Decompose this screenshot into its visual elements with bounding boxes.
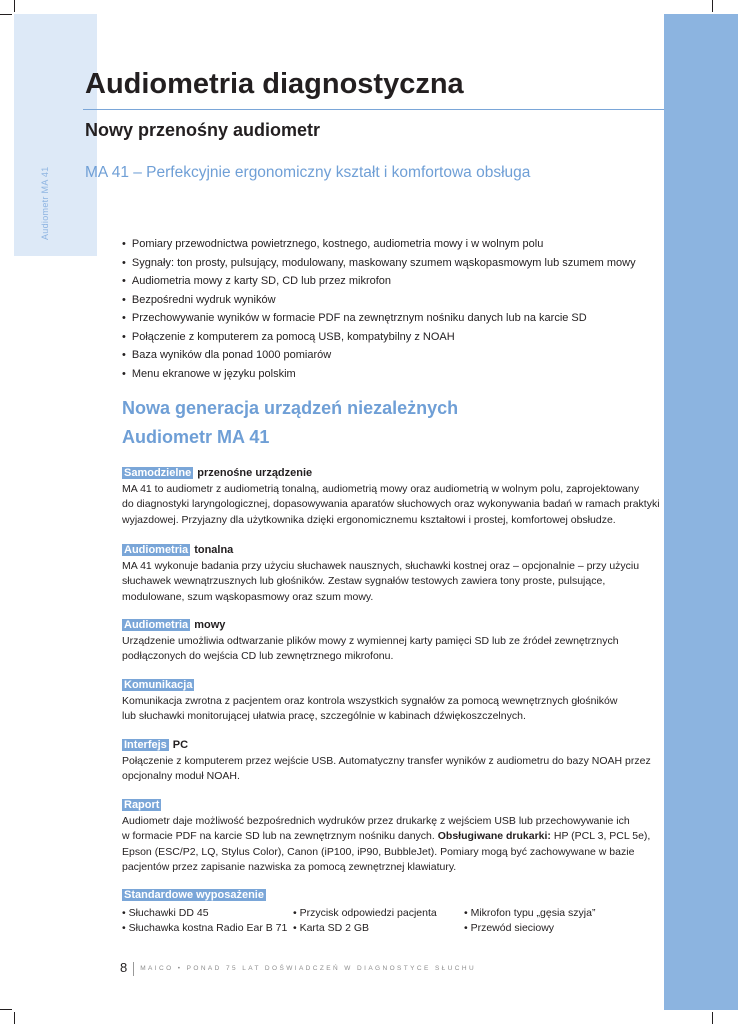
paragraph-line: modulowane, szum wąskopasmowy oraz szum mowy. bbox=[122, 590, 374, 603]
paragraph-line: MA 41 wykonuje badania przy użyciu słuchawek nausznych, słuchawki kostnej oraz – opcjonalnie – przy użyciu bbox=[122, 559, 640, 572]
section-highlight: Samodzielne bbox=[124, 467, 192, 479]
section-highlight: Interfejs bbox=[124, 739, 167, 751]
list-item: • Przycisk odpowiedzi pacjenta bbox=[293, 906, 437, 921]
feature-list bbox=[122, 235, 636, 383]
section-highlight: Audiometria bbox=[124, 544, 189, 556]
right-color-bar bbox=[664, 14, 738, 1010]
list-item: • Przewód sieciowy bbox=[464, 921, 595, 936]
paragraph-line: lub słuchawki monitorującej ułatwia pracę, szczególnie w kabinach dźwiękoszczelnych. bbox=[122, 710, 526, 722]
paragraph-line: w formacie PDF na karcie SD lub na zewnętrznym nośniku danych. bbox=[122, 830, 435, 842]
section-heading-2: Audiometr MA 41 bbox=[122, 427, 270, 447]
paragraph-line: Komunikacja zwrotna z pacjentem oraz kontrola wszystkich sygnałów za pomocą wewnętrznych głośników bbox=[122, 694, 618, 707]
section-samodzielne bbox=[122, 466, 662, 528]
section-interfejs-pc bbox=[122, 738, 662, 785]
list-item: • Połączenie z komputerem za pomocą USB, kompatybilny z NOAH bbox=[122, 328, 636, 347]
list-item: • Karta SD 2 GB bbox=[293, 921, 437, 936]
equipment-col-3 bbox=[464, 906, 595, 936]
footer-brand: MAICO bbox=[140, 965, 174, 973]
list-item: • Przechowywanie wyników w formacie PDF na zewnętrznym nośniku danych lub na karcie SD bbox=[122, 309, 636, 328]
list-item: • Pomiary przewodnictwa powietrznego, kostnego, audiometria mowy i w wolnym polu bbox=[122, 235, 636, 254]
section-title-rest: PC bbox=[172, 739, 189, 751]
section-audiometria-tonalna bbox=[122, 543, 662, 605]
side-label: Audiometr MA 41 bbox=[40, 166, 50, 240]
section-audiometria-mowy bbox=[122, 618, 662, 665]
page-subtitle: Nowy przenośny audiometr bbox=[85, 120, 321, 140]
paragraph-line: Audiometr daje możliwość bezpośrednich wydruków przez drukarkę z wejściem USB lub przechowywanie ich bbox=[122, 814, 630, 827]
printers-label: Obsługiwane drukarki: bbox=[437, 830, 551, 842]
paragraph-line: MA 41 to audiometr z audiometrią tonalną, audiometrią mowy oraz audiometrią w wolnym polu, zaprojektowany bbox=[122, 482, 640, 495]
equipment-col-2 bbox=[293, 906, 437, 936]
paragraph-line: wyjazdowej. Przyjazny dla użytkownika dzięki ergonomicznemu kształtowi i prostej, komfortowej obsłudze. bbox=[122, 513, 616, 526]
page-number: 8 bbox=[120, 960, 128, 975]
section-heading-1: Nowa generacja urządzeń niezależnych bbox=[122, 398, 459, 418]
equipment-heading: Standardowe wyposażenie bbox=[124, 889, 264, 901]
paragraph-line: do diagnostyki laryngologicznej, dopasowywania aparatów słuchowych oraz wykonywania badań w ramach praktyki bbox=[122, 498, 660, 510]
list-item: • Baza wyników dla ponad 1000 pomiarów bbox=[122, 346, 636, 365]
section-title-rest: tonalna bbox=[194, 544, 234, 556]
title-rule bbox=[83, 109, 664, 110]
tagline: MA 41 – Perfekcyjnie ergonomiczny kształt i komfortowa obsługa bbox=[85, 164, 531, 181]
list-item: • Bezpośredni wydruk wyników bbox=[122, 291, 636, 310]
paragraph-line: podłączonych do wejścia CD lub zewnętrznego mikrofonu. bbox=[122, 650, 394, 662]
section-highlight: Komunikacja bbox=[124, 679, 193, 691]
paragraph-line: Epson (ESC/P2, LQ, Stylus Color), Canon (iP100, iP90, BubbleJet). Pomiary mogą być zachowywane w bazie bbox=[122, 845, 635, 858]
paragraph-line: słuchawek wewnątrzusznych lub głośników. Zestaw sygnałów testowych zawiera tony proste, pulsujące, bbox=[122, 575, 606, 587]
page-footer: 8 MAICO • PONAD 75 LAT DOŚWIADCZEŃ W DIAGNOSTYCE SŁUCHU bbox=[120, 960, 477, 975]
paragraph-line: pacjentów przez zapisanie nazwiska za pomocą zewnętrznej klawiatury. bbox=[122, 861, 457, 873]
section-highlight: Audiometria bbox=[124, 619, 189, 631]
list-item: • Mikrofon typu „gęsia szyja” bbox=[464, 906, 595, 921]
paragraph-line: Połączenie z komputerem przez wejście USB. Automatyczny transfer wyników z audiometru do bazy NOAH przez bbox=[122, 754, 651, 767]
list-item: • Słuchawki DD 45 bbox=[122, 906, 287, 921]
equipment-col-1 bbox=[122, 906, 287, 936]
list-item: • Menu ekranowe w języku polskim bbox=[122, 365, 636, 384]
footer-divider bbox=[133, 962, 134, 976]
section-highlight: Raport bbox=[124, 799, 160, 811]
list-item: • Słuchawka kostna Radio Ear B 71 bbox=[122, 921, 287, 936]
equipment-section bbox=[122, 888, 662, 904]
section-title-rest: mowy bbox=[194, 619, 226, 631]
section-raport bbox=[122, 798, 662, 876]
list-item: • Sygnały: ton prosty, pulsujący, modulowany, maskowany szumem wąskopasmowym lub szumem mowy bbox=[122, 254, 636, 273]
page-title: Audiometria diagnostyczna bbox=[85, 68, 464, 100]
paragraph-line: opcjonalny moduł NOAH. bbox=[122, 770, 240, 782]
section-title-rest: przenośne urządzenie bbox=[197, 467, 313, 479]
footer-slogan: PONAD 75 LAT DOŚWIADCZEŃ W DIAGNOSTYCE SŁUCHU bbox=[186, 965, 477, 973]
list-item: • Audiometria mowy z karty SD, CD lub przez mikrofon bbox=[122, 272, 636, 291]
section-komunikacja bbox=[122, 678, 662, 725]
paragraph-line: Urządzenie umożliwia odtwarzanie plików mowy z wymiennej karty pamięci SD lub ze źródeł zewnętrznych bbox=[122, 634, 619, 647]
printers-list-start: HP (PCL 3, PCL 5e), bbox=[550, 830, 651, 842]
